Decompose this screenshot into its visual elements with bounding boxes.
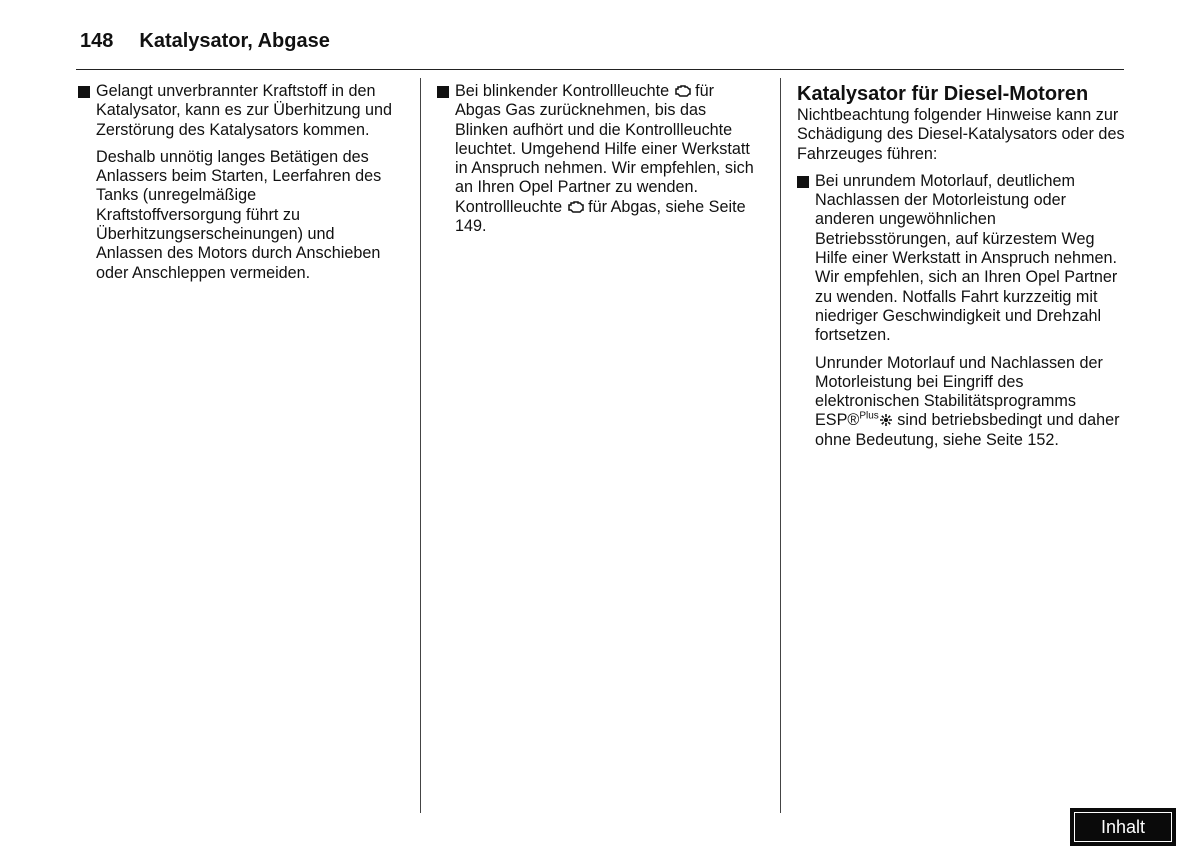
page-title: Katalysator, Abgase <box>139 30 330 52</box>
header-divider <box>76 69 1124 70</box>
column-2 <box>437 82 761 236</box>
list-item <box>797 172 1127 346</box>
intro-paragraph: Nichtbeachtung folgender Hinweise kann zur Schädigung des Diesel-Katalysators oder des Fahrzeuges führen: <box>797 106 1125 163</box>
bullet-text-part: Bei blinkender Kontrollleuchte <box>455 82 670 100</box>
bullet-square-icon <box>797 176 809 188</box>
paragraph-part: Unrunder Motorlauf und Nachlassen der Motorleistung bei Eingriff des elektronischen Stabilitätsprogramms ESP® <box>815 353 1103 430</box>
list-item <box>437 82 761 236</box>
bullet-square-icon <box>78 86 90 98</box>
contents-button[interactable]: Inhalt <box>1070 808 1176 846</box>
engine-warning-icon <box>674 84 691 101</box>
engine-warning-icon <box>567 200 584 217</box>
paragraph <box>797 354 1127 450</box>
list-item <box>78 82 404 140</box>
column-3 <box>797 82 1127 450</box>
bullet-text: Gelangt unverbrannter Kraftstoff in den Katalysator, kann es zur Überhitzung und Zerstörung des Katalysators kommen. <box>96 82 393 139</box>
paragraph: Deshalb unnötig langes Betätigen des Anlassers beim Starten, Leerfahren des Tanks (unregelmäßige Kraftstoffversorgung führt zu Überhitzungserscheinungen) und Anlassen des Motors durch Anschieben oder Anschleppen vermeiden. <box>96 147 382 282</box>
paragraph-part: sind betriebsbedingt und daher ohne Bedeutung, siehe Seite 152. <box>815 411 1120 449</box>
column-divider <box>420 78 421 813</box>
esp-icon <box>879 413 893 430</box>
section-heading: Katalysator für Diesel-Motoren <box>797 83 1089 105</box>
bullet-text-part: für Abgas, siehe Seite 149. <box>455 197 746 236</box>
column-1 <box>78 82 404 283</box>
bullet-text-part: für Abgas Gas zurücknehmen, bis das Blinken aufhört und die Kontrollleuchte leuchtet. Umgehend Hilfe einer Werkstatt in Anspruch nehmen. Wir empfehlen, sich an Ihren Opel Partner zu wenden. Kontrollleuchte <box>455 82 754 216</box>
superscript: Plus <box>859 411 879 423</box>
page-number: 148 <box>80 30 114 52</box>
column-divider <box>780 78 781 813</box>
page-header <box>80 30 330 53</box>
bullet-square-icon <box>437 86 449 98</box>
bullet-text: Bei unrundem Motorlauf, deutlichem Nachlassen der Motorleistung oder anderen ungewöhnlichen Betriebsstörungen, auf kürzestem Weg Hilfe einer Werkstatt in Anspruch nehmen. Wir empfehlen, sich an Ihren Opel Partner zu wenden. Notfalls Fahrt kurzzeitig mit niedriger Geschwindigkeit und Drehzahl fortsetzen. <box>815 171 1118 345</box>
